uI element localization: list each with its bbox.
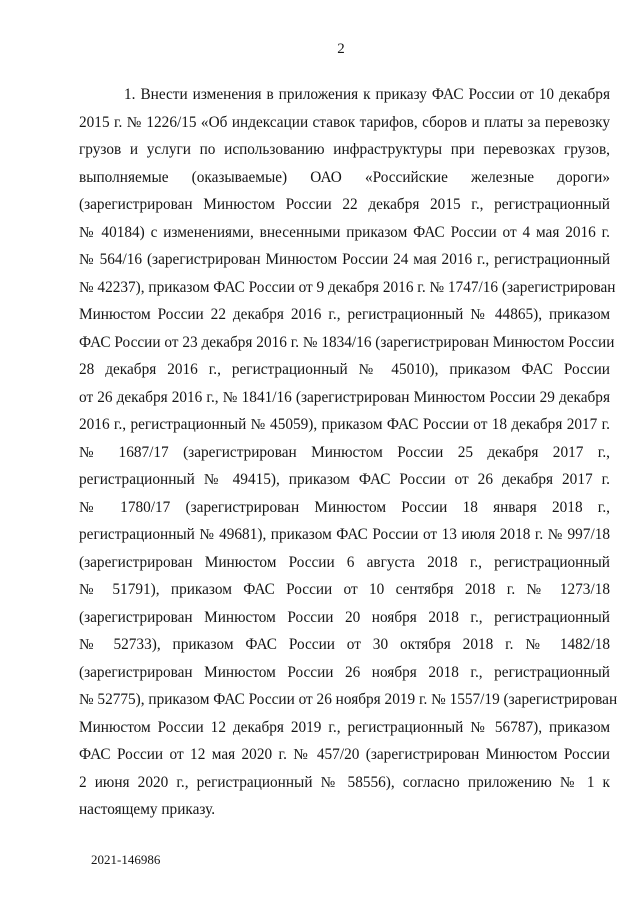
text-line: (зарегистрирован Минюстом России 22 декабря 2015 г., регистрационный: [79, 196, 610, 213]
text-line: № 42237), приказом ФАС России от 9 декабря 2016 г. № 1747/16 (зарегистрирован: [79, 278, 616, 296]
text-line: № 564/16 (зарегистрирован Минюстом России 24 мая 2016 г., регистрационный: [79, 251, 610, 268]
text-line: Минюстом России 12 декабря 2019 г., регистрационный № 56787), приказом: [79, 718, 610, 736]
text-line: 1. Внести изменения в приложения к приказу ФАС России от 10 декабря: [124, 86, 610, 103]
text-line: Минюстом России 22 декабря 2016 г., регистрационный № 44865), приказом: [79, 306, 610, 323]
text-line: (зарегистрирован Минюстом России 26 ноября 2018 г., регистрационный: [79, 663, 610, 681]
text-line: № 52775), приказом ФАС России от 26 ноября 2019 г. № 1557/19 (зарегистрирован: [79, 691, 618, 708]
text-line: (зарегистрирован Минюстом России 20 ноября 2018 г., регистрационный: [79, 608, 610, 626]
text-line: ФАС России от 23 декабря 2016 г. № 1834/16 (зарегистрирован Минюстом России: [79, 333, 615, 351]
text-line: ФАС России от 12 мая 2020 г. № 457/20 (зарегистрирован Минюстом России: [79, 746, 610, 763]
text-line: № 40184) с изменениями, внесенными приказом ФАС России от 4 мая 2016 г.: [79, 223, 610, 241]
text-line: № 52733), приказом ФАС России от 30 октября 2018 г. № 1482/18: [79, 636, 610, 653]
text-line: грузов и услуги по использованию инфраструктуры при перевозках грузов,: [79, 141, 610, 158]
text-line: № 51791), приказом ФАС России от 10 сентября 2018 г. № 1273/18: [79, 581, 610, 598]
text-line: 28 декабря 2016 г., регистрационный № 45010), приказом ФАС России: [79, 361, 610, 378]
text-line: 2015 г. № 1226/15 «Об индексации ставок тарифов, сборов и платы за перевозку: [79, 113, 610, 131]
text-line: 2016 г., регистрационный № 45059), приказом ФАС России от 18 декабря 2017 г.: [79, 416, 610, 433]
text-line: регистрационный № 49681), приказом ФАС России от 13 июля 2018 г. № 997/18: [79, 526, 610, 543]
text-line: 2 июня 2020 г., регистрационный № 58556), согласно приложению № 1 к: [79, 773, 610, 791]
document-id: 2021-146986: [91, 852, 161, 867]
text-line: № 1687/17 (зарегистрирован Минюстом России 25 декабря 2017 г.,: [79, 443, 610, 461]
page-number: 2: [337, 41, 345, 57]
text-line: (зарегистрирован Минюстом России 6 августа 2018 г., регистрационный: [79, 553, 610, 571]
text-line: от 26 декабря 2016 г., № 1841/16 (зарегистрирован Минюстом России 29 декабря: [79, 388, 610, 406]
text-line: настоящему приказу.: [79, 801, 216, 818]
text-line: регистрационный № 49415), приказом ФАС России от 26 декабря 2017 г.: [79, 471, 610, 488]
text-line: выполняемые (оказываемые) ОАО «Российские железные дороги»: [79, 168, 610, 186]
paragraph-item-1: [79, 81, 618, 824]
text-line: № 1780/17 (зарегистрирован Минюстом России 18 января 2018 г.,: [79, 498, 610, 516]
